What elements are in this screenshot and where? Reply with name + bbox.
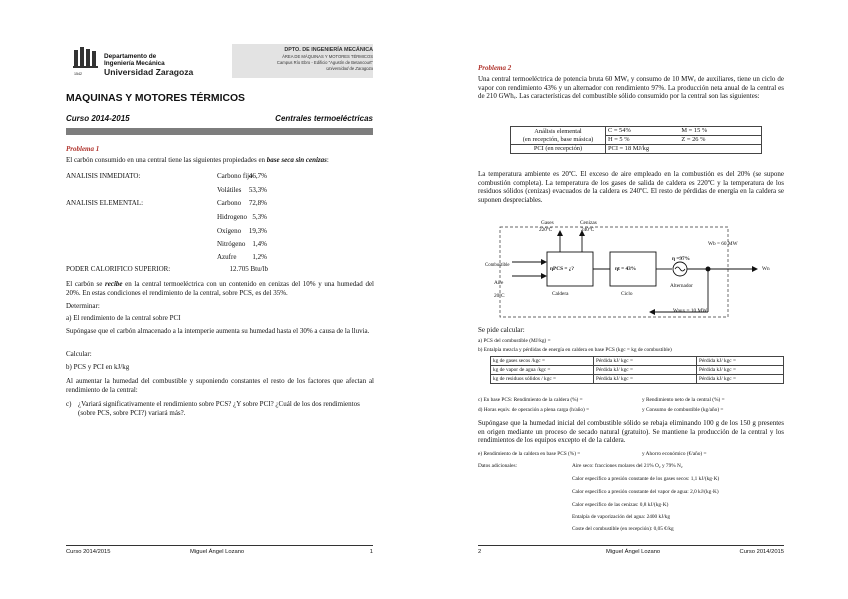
footer-rule xyxy=(66,545,373,546)
immediate-item-value: 46,7% xyxy=(248,172,267,180)
extra-data-item: Coste del combustible (en recepción): 0,05 €/kg xyxy=(572,526,674,532)
table-cell: kg de vapor de agua /kgc = xyxy=(491,366,594,375)
asks-label: Se pide calcular: xyxy=(478,326,525,334)
banner-line4: Universidad de Zaragoza xyxy=(326,66,373,71)
problem2-heading: Problema 2 xyxy=(478,64,512,72)
elemental-item-name: Oxígeno xyxy=(217,227,242,235)
plant-diagram xyxy=(490,222,790,322)
banner-line3: Campus Río Ebro - Edificio "Agustín de Betancourt" xyxy=(276,60,373,65)
diagram-air-temp: 20ºC xyxy=(494,293,505,299)
question-e: e) Rendimiento de la caldera en base PCS (%) = xyxy=(478,451,581,457)
table-row xyxy=(491,357,784,366)
table-cell-label: PCI (en recepción) xyxy=(511,145,606,154)
elemental-item-name: Nitrógeno xyxy=(217,240,246,248)
determine-label: Determinar: xyxy=(66,302,100,310)
question-c: c) En base PCS: Rendimiento de la caldera (%) = xyxy=(478,397,583,403)
topic-label: Centrales termoeléctricas xyxy=(275,114,373,123)
extra-data-label: Datos adicionales: xyxy=(478,463,517,469)
diagram-air-label: Aire xyxy=(494,280,504,286)
question-c-part2: y Rendimiento neto de la central (%) = xyxy=(642,397,725,403)
table-cell: Pérdida kJ/ kgc = xyxy=(594,357,697,366)
footer-course: Curso 2014/2015 xyxy=(66,549,111,555)
table-row xyxy=(491,366,784,375)
table-row xyxy=(491,375,784,384)
calculate-label: Calcular: xyxy=(66,350,92,358)
elemental-item-value: 1,4% xyxy=(252,240,267,248)
extra-data-item: Calor específico de las cenizas: 0,8 kJ/(kg·K) xyxy=(572,502,669,508)
para1-text: El carbón se xyxy=(66,280,106,288)
dept-name-line1: Departamento de xyxy=(104,53,157,60)
calorific-power-value: 12.705 Btu/lb xyxy=(229,265,268,273)
immediate-item-value: 53,3% xyxy=(248,186,267,194)
diagram-cycle-label: Ciclo xyxy=(621,291,633,297)
question-c: ¿Variará significativamente el rendimiento sobre PCS? ¿Y sobre PCI? ¿Cuál de los dos rendimientos (sobre PCS, sobre PCI?) variará más?. xyxy=(78,400,360,417)
intro-colon: : xyxy=(326,156,329,164)
diagram-aux-power: Waux = 10 MW xyxy=(673,308,708,314)
intro-emphasis: base seca sin cenizas xyxy=(266,156,327,164)
footer-page-number: 2 xyxy=(478,549,482,555)
question-c-label: c) xyxy=(66,400,72,408)
elemental-item-name: Carbono xyxy=(217,199,242,207)
problem1-intro xyxy=(66,156,329,165)
diagram-net-power: Wn xyxy=(762,266,770,272)
logo-year: 1542 xyxy=(74,72,82,76)
diagram-gross-power: Wb = 60 MW xyxy=(708,241,738,247)
footer-author: Miguel Ángel Lozano xyxy=(606,549,661,555)
diagram-boiler-label: Caldera xyxy=(552,291,569,297)
elemental-analysis-label: ANALISIS ELEMENTAL: xyxy=(66,199,144,207)
table-row xyxy=(511,145,762,154)
question-a: a) El rendimiento de la central sobre PCI xyxy=(66,314,181,322)
problem1-paragraph2: Supóngase que el carbón almacenado a la intemperie aumenta su humedad hasta el 30% a causa de la lluvia. xyxy=(66,327,370,335)
question-d-part2: y Consumo de combustible (kg/año) = xyxy=(642,407,724,413)
question-d: d) Horas equiv. de operación a plena carga (h/año) = xyxy=(478,407,590,413)
question-a: a) PCS del combustible (MJ/kg) = xyxy=(478,338,551,344)
extra-data-item: Aire seco: fracciones molares del 21% O₂ y 79% N₂ xyxy=(572,463,683,469)
para1-emphasis: recibe xyxy=(105,280,123,288)
diagram-cycle-efficiency: ηt = 43% xyxy=(615,266,637,272)
extra-data-item: Calor específico a presión constante del vapor de agua: 2,0 kJ/(kg·K) xyxy=(572,489,719,495)
footer-rule xyxy=(478,545,784,546)
doc-title: MAQUINAS Y MOTORES TÉRMICOS xyxy=(66,93,245,104)
footer-course: Curso 2014/2015 xyxy=(739,549,784,555)
diagram-alternator-efficiency: η =97% xyxy=(672,256,690,262)
losses-table xyxy=(490,356,784,384)
diagram-ashes-label: Cenizas xyxy=(580,220,597,226)
table-cell: PCI = 18 MJ/kg xyxy=(606,145,762,154)
table-cell: Z = 26 % xyxy=(679,136,761,145)
table-cell: Pérdida kJ/ kgc = xyxy=(594,366,697,375)
elemental-item-value: 19,3% xyxy=(248,227,267,235)
question-e-part2: y Ahorro económico (€/año) = xyxy=(642,451,707,457)
dept-name-line2: Ingeniería Mecánica xyxy=(104,60,165,67)
elemental-item-value: 1,2% xyxy=(252,253,267,261)
problem2-paragraph3: Supóngase que la humedad inicial del combustible sólido se rebaja eliminando 100 g de los 150 g presentes en origen mediante un proceso de secado natural (gratuito). Se mantiene la producción de la central y los rendimientos de los equipos excepto el de la caldera. xyxy=(478,419,784,445)
problem1-paragraph1 xyxy=(66,280,374,297)
table-cell: M = 15 % xyxy=(679,127,761,136)
table-row xyxy=(511,127,762,136)
table-cell-label xyxy=(511,127,606,145)
immediate-item-name: Volátiles xyxy=(217,186,242,194)
intro-text: El carbón consumido en una central tiene las siguientes propiedades en xyxy=(66,156,267,164)
diagram-gases-temp: 220ºC xyxy=(539,227,553,233)
page-right xyxy=(424,0,848,599)
table-cell: Pérdida kJ/ kgc = xyxy=(594,375,697,384)
immediate-item-name: Carbono fijo xyxy=(217,172,253,180)
elemental-item-value: 72,8% xyxy=(248,199,267,207)
diagram-ashes-temp: 240ºC xyxy=(581,227,595,233)
table-cell: C = 54% xyxy=(606,127,680,136)
banner-line1: DPTO. DE INGENIERÍA MECÁNICA xyxy=(284,47,373,53)
elemental-item-name: Azufre xyxy=(217,253,237,261)
immediate-analysis-label: ANALISIS INMEDIATO: xyxy=(66,172,141,180)
table-cell: Pérdida kJ/ kgc = xyxy=(697,357,784,366)
diagram-gases-label: Gases xyxy=(541,220,554,226)
elemental-item-name: Hidrogeno xyxy=(217,213,247,221)
section-divider-bar xyxy=(66,128,373,135)
diagram-fuel-label: Combustible xyxy=(485,263,510,268)
table-cell: Pérdida kJ/ kgc = xyxy=(697,375,784,384)
problem2-intro: Una central termoeléctrica de potencia bruta 60 MWₑ y consumo de 10 MWₑ de auxiliares, tiene un ciclo de vapor con rendimiento 43% y un alternador con rendimiento 97%. La producción neta anual de la central es de 210 GWhₑ. Las características del combustible sólido consumido por la central son las siguientes: xyxy=(478,75,784,101)
table-cell: Pérdida kJ/ kgc = xyxy=(697,366,784,375)
fuel-properties-table xyxy=(510,126,762,154)
problem2-paragraph2: La temperatura ambiente es 20ºC. El exceso de aire empleado en la combustión es del 20% (se supone combustión completa). La temperatura de los gases de salida de caldera es 220ºC y la temperatura de los residuos sólidos (cenizas) evacuados de la caldera es 240ºC. El resto de pérdidas de energía en la caldera se suponen despreciables. xyxy=(478,170,784,204)
banner-line2: ÁREA DE MÁQUINAS Y MOTORES TÉRMICOS xyxy=(282,54,373,59)
extra-data-item: Calor específico a presión constante de los gases secos: 1,1 kJ/(kg·K) xyxy=(572,476,720,482)
table-cell: kg de residuos sólidos / kgc = xyxy=(491,375,594,384)
calorific-power-label: PODER CALORIFICO SUPERIOR: xyxy=(66,265,171,273)
diagram-alternator-label: Alternador xyxy=(670,283,693,289)
analysis-basis: (en recepción, base másica) xyxy=(522,135,594,143)
question-b: b) PCS y PCI en kJ/kg xyxy=(66,363,130,371)
university-name: Universidad Zaragoza xyxy=(104,67,194,77)
footer-page-number: 1 xyxy=(369,549,373,555)
extra-data-item: Entalpía de vaporización del agua: 2400 kJ/kg xyxy=(572,514,670,520)
analysis-label: Análisis elemental xyxy=(534,127,582,135)
table-cell: kg de gases secos /kgc = xyxy=(491,357,594,366)
problem1-paragraph3: Al aumentar la humedad del combustible y suponiendo constantes el resto de los factores que afectan al rendimiento de la central: xyxy=(66,377,374,394)
problem1-heading: Problema 1 xyxy=(66,145,100,153)
course-label: Curso 2014-2015 xyxy=(66,114,130,123)
para1-text-rest: en la central termoeléctrica con un contenido en cenizas del 10% y una humedad del 20%. En estas condiciones el rendimiento de la central, sobre PCS, es del 35%. xyxy=(66,280,374,297)
table-cell: H = 5 % xyxy=(606,136,680,145)
footer-author: Miguel Ángel Lozano xyxy=(190,549,245,555)
elemental-item-value: 5,3% xyxy=(252,213,267,221)
question-b: b) Entalpía mezcla y pérdidas de energía en caldera en base PCS (kgc = kg de combustible) xyxy=(478,347,672,353)
diagram-boiler-efficiency: ηPCS = ¿? xyxy=(550,266,574,272)
